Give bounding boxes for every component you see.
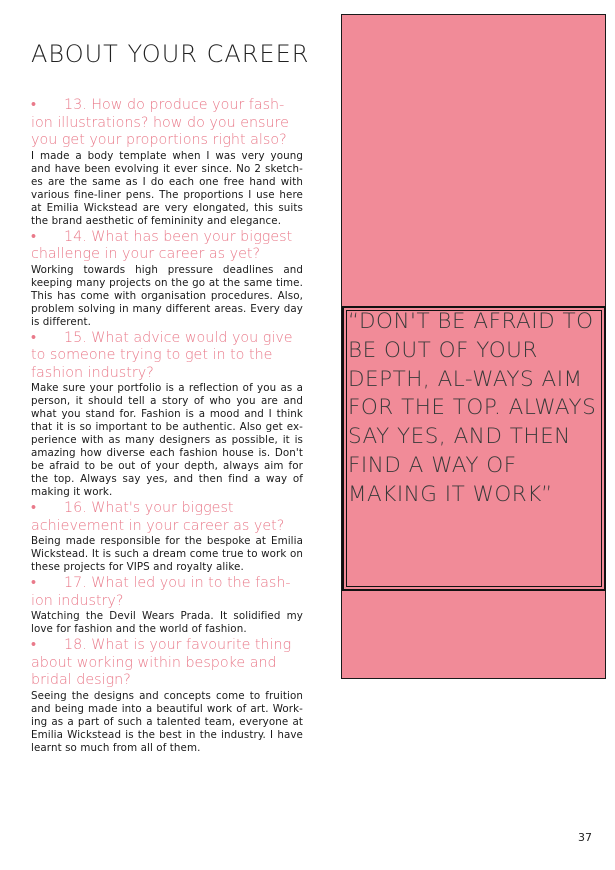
page-title: ABOUT YOUR CAREER	[31, 40, 310, 68]
question-text: 14. What has been your biggest challenge in your career as yet?	[31, 228, 293, 262]
bullet-icon: •	[31, 575, 37, 591]
answer-14: Working towards high pressure deadlines and keeping many projects on the go at the same time. This has come with organisation procedures. Also, problem solving in many different areas. Every day is different.	[31, 263, 303, 328]
qa-list	[31, 97, 303, 756]
bullet-icon: •	[31, 637, 37, 653]
bullet-icon: •	[31, 228, 37, 245]
question-17	[31, 575, 303, 610]
question-text: 17. What led you in to the fash-ion industry?	[31, 575, 291, 609]
answer-15: Make sure your portfolio is a reflection of you as a person, it should tell a story of who you are and what you stand for. Fashion is a mood and I think that it is so important to be authentic. Also get ex-perience with as many designers as possible, it is amazing how diverse each fashion house is. Don't be afraid to be out of your depth, always aim for the top. Always say yes, and then find a way of making it work.	[31, 382, 303, 498]
question-14	[31, 229, 303, 264]
question-13	[31, 97, 303, 150]
pull-quote: “DON'T BE AFRAID TO BE OUT OF YOUR DEPTH, AL-WAYS AIM FOR THE TOP. ALWAYS SAY YES, AND THEN FIND A WAY OF MAKING IT WORK”	[348, 309, 597, 507]
question-text: 16. What's your biggest achievement in your career as yet?	[31, 500, 285, 534]
question-text: 18. What is your favourite thing about working within bespoke and bridal design?	[31, 637, 292, 688]
question-text: 15. What advice would you give to someone trying to get in to the fashion industry?	[31, 329, 293, 381]
question-text: 13. How do produce your fash-ion illustrations? how do you ensure you get your proportions right also?	[31, 97, 289, 148]
bullet-icon: •	[31, 500, 37, 516]
pull-quote-box	[342, 306, 606, 591]
answer-17: Watching the Devil Wears Prada. It solidified my love for fashion and the world of fashion.	[31, 610, 303, 635]
question-18	[31, 637, 303, 690]
answer-18: Seeing the designs and concepts come to fruition and being made into a beautiful work of art. Work-ing as a part of such a talented team, everyone at Emilia Wickstead is the best in the industry. I have learnt so much from all of them.	[31, 689, 303, 754]
question-16	[31, 500, 303, 535]
bullet-icon: •	[31, 329, 37, 346]
answer-13: I made a body template when I was very young and have been evolving it ever since. No 2 sketch-es are the same as I do each one free hand with various fine-liner pens. The proportions I use here at Emilia Wickstead are very elongated, this suits the brand aesthetic of femininity and elegance.	[31, 149, 303, 227]
answer-16: Being made responsible for the bespoke at Emilia Wickstead. It is such a dream come true to work on these projects for VIPS and royalty alike.	[31, 535, 303, 573]
bullet-icon: •	[31, 97, 37, 113]
question-15	[31, 330, 303, 383]
page-number: 37	[578, 831, 592, 844]
